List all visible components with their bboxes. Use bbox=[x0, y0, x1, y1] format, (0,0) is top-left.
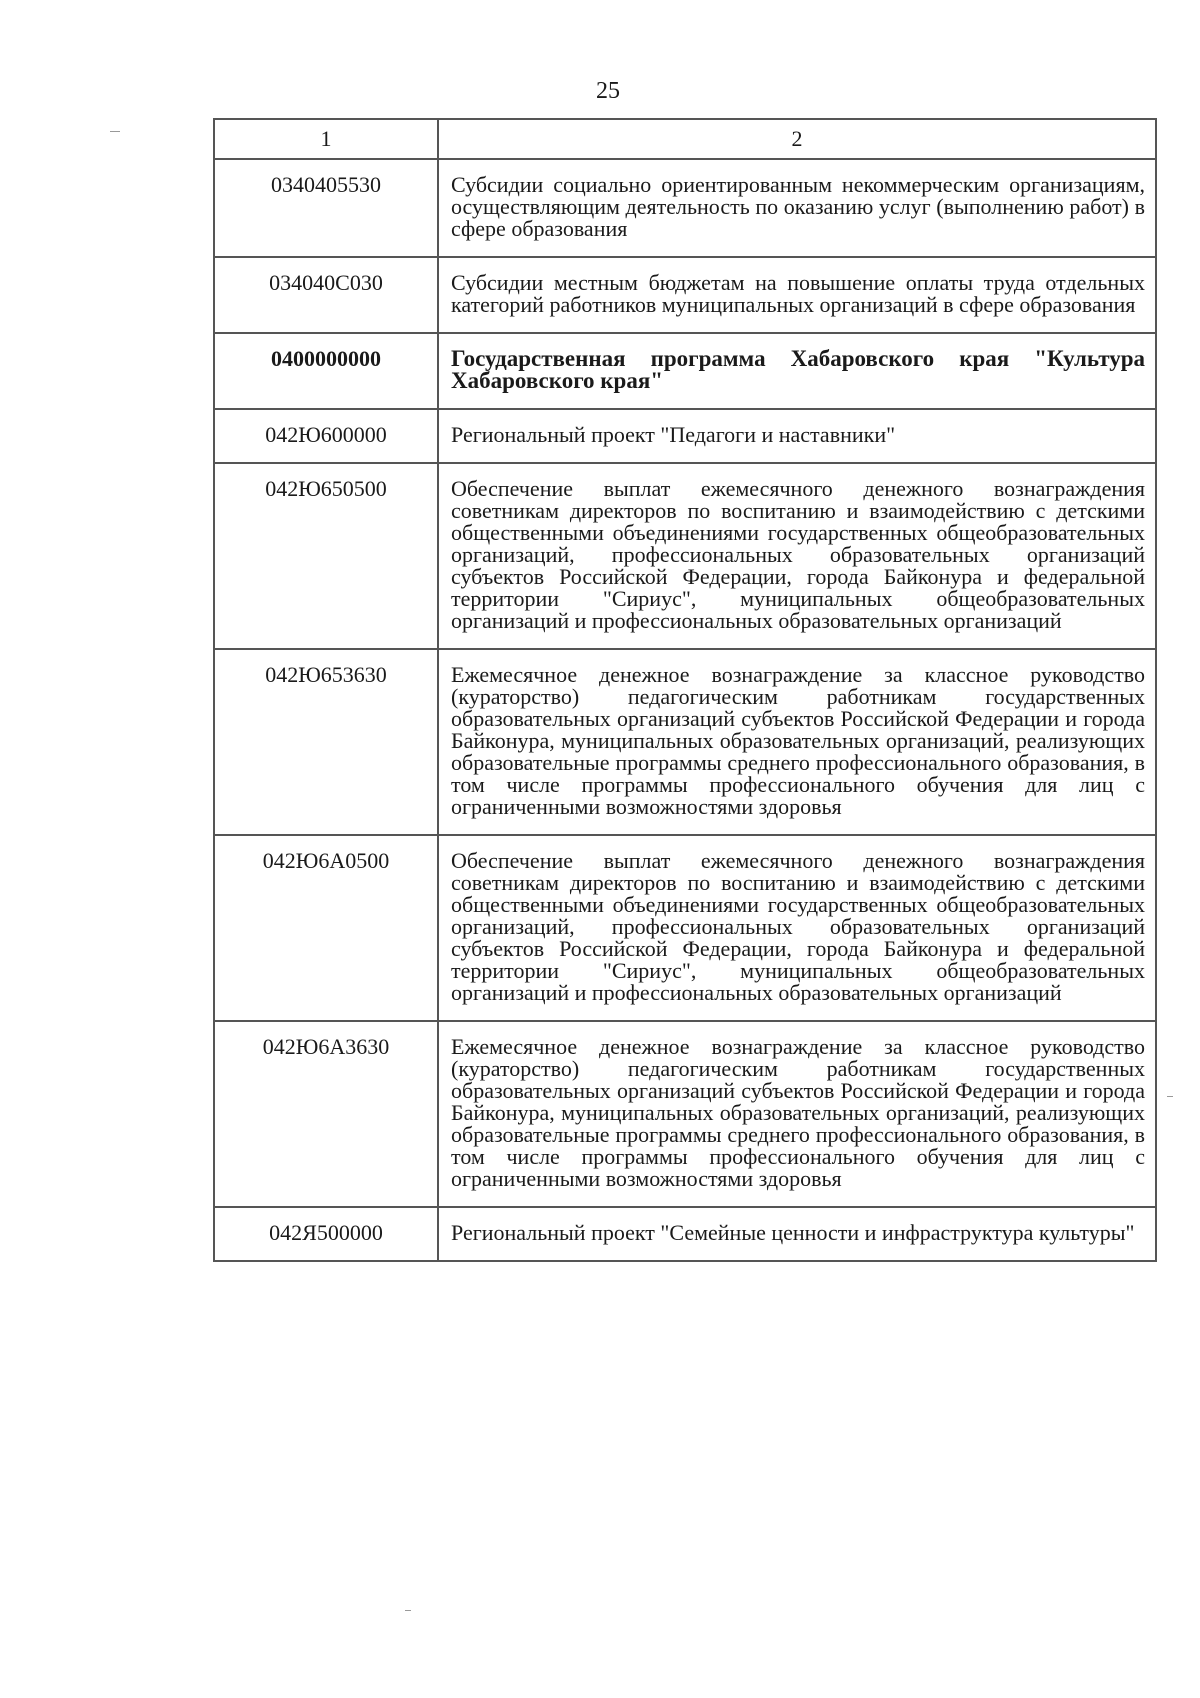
row-code: 0400000000 bbox=[214, 333, 438, 409]
row-description: Субсидии местным бюджетам на повышение оплаты труда отдельных категорий работников муниципальных организаций в сфере образования bbox=[438, 257, 1156, 333]
row-description: Обеспечение выплат ежемесячного денежного вознаграждения советникам директоров по воспитанию и взаимодействию с детскими общественными объединениями государственных общеобразовательных организаций, профессиональных образовательных организаций субъектов Российской Федерации, города Байконура и федеральной территории "Сириус", муниципальных общеобразовательных организаций и профессиональных образовательных организаций bbox=[438, 463, 1156, 649]
row-code: 042Ю650500 bbox=[214, 463, 438, 649]
table-row bbox=[214, 257, 1156, 333]
budget-codes-table bbox=[213, 118, 1157, 1262]
table-row bbox=[214, 1021, 1156, 1207]
row-description: Ежемесячное денежное вознаграждение за классное руководство (кураторство) педагогическим работникам государственных образовательных организаций субъектов Российской Федерации и города Байконура, муниципальных образовательных организаций, реализующих образовательные программы среднего профессионального образования, в том числе программы профессионального обучения для лиц с ограниченными возможностями здоровья bbox=[438, 1021, 1156, 1207]
row-description: Государственная программа Хабаровского края "Культура Хабаровского края" bbox=[438, 333, 1156, 409]
row-code: 042Ю6А0500 bbox=[214, 835, 438, 1021]
scan-mark-right bbox=[1167, 1096, 1173, 1097]
row-description: Субсидии социально ориентированным некоммерческим организациям, осуществляющим деятельность по оказанию услуг (выполнению работ) в сфере образования bbox=[438, 159, 1156, 257]
row-code: 042Ю653630 bbox=[214, 649, 438, 835]
row-description: Обеспечение выплат ежемесячного денежного вознаграждения советникам директоров по воспитанию и взаимодействию с детскими общественными объединениями государственных общеобразовательных организаций, профессиональных образовательных организаций субъектов Российской Федерации, города Байконура и федеральной территории "Сириус", муниципальных общеобразовательных организаций и профессиональных образовательных организаций bbox=[438, 835, 1156, 1021]
table-row bbox=[214, 409, 1156, 463]
table-row bbox=[214, 159, 1156, 257]
row-code: 034040С030 bbox=[214, 257, 438, 333]
row-description: Региональный проект "Семейные ценности и инфраструктура культуры" bbox=[438, 1207, 1156, 1261]
table-row bbox=[214, 835, 1156, 1021]
row-code: 042Ю6А3630 bbox=[214, 1021, 438, 1207]
page-number: 25 bbox=[596, 78, 620, 104]
row-code: 0340405530 bbox=[214, 159, 438, 257]
scan-mark-bottom bbox=[405, 1610, 411, 1611]
table-row-program bbox=[214, 333, 1156, 409]
column-header-name: 2 bbox=[438, 119, 1156, 159]
table-row bbox=[214, 649, 1156, 835]
table-header-row bbox=[214, 119, 1156, 159]
row-code: 042Ю600000 bbox=[214, 409, 438, 463]
row-code: 042Я500000 bbox=[214, 1207, 438, 1261]
row-description: Региональный проект "Педагоги и наставники" bbox=[438, 409, 1156, 463]
row-description: Ежемесячное денежное вознаграждение за классное руководство (кураторство) педагогическим работникам государственных образовательных организаций субъектов Российской Федерации и города Байконура, муниципальных образовательных организаций, реализующих образовательные программы среднего профессионального образования, в том числе программы профессионального обучения для лиц с ограниченными возможностями здоровья bbox=[438, 649, 1156, 835]
table-row bbox=[214, 1207, 1156, 1261]
column-header-code: 1 bbox=[214, 119, 438, 159]
scan-mark-left bbox=[110, 131, 120, 132]
table-row bbox=[214, 463, 1156, 649]
